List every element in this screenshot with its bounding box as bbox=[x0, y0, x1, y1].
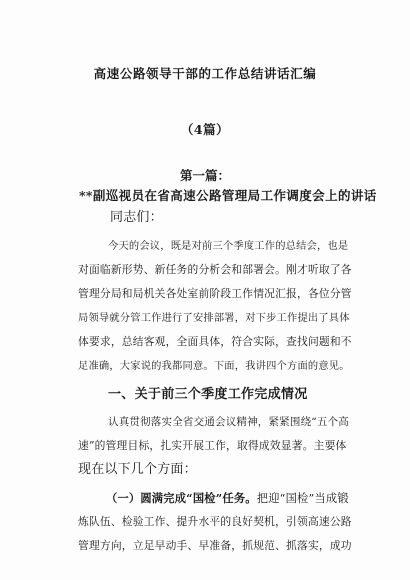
heading-1: 一、关于前三个季度工作完成情况 bbox=[108, 387, 308, 402]
paragraph-line: 今天的会议，既是对前三个季度工作的总结会，也是 bbox=[108, 240, 349, 252]
document-count: （4篇） bbox=[180, 122, 230, 137]
subheading-bold: （一）圆满完成“国检”任务。 bbox=[106, 491, 257, 505]
subheading-line bbox=[106, 490, 349, 507]
salutation: 同志们： bbox=[110, 210, 163, 225]
paragraph-line: 足准确，大家说的我都同意。下面，我讲四个方面的意见。 bbox=[78, 360, 350, 372]
paragraph-line: 管理分局和局机关各处室前阶段工作情况汇报，各位分管 bbox=[78, 287, 352, 300]
speech-title: **副巡视员在省高速公路管理局工作调度会上的讲话 bbox=[79, 188, 377, 203]
paragraph-line: 局领导就分管工作进行了安排部署，对下步工作提出了具体 bbox=[78, 312, 350, 324]
paragraph-line: 对面临新形势、新任务的分析会和部署会。刚才听取了各 bbox=[78, 263, 352, 276]
section-title: 第一篇： bbox=[179, 168, 230, 183]
paragraph-line: 现在以下几个方面： bbox=[78, 462, 197, 477]
paragraph-line: 认真贯彻落实全省交通会议精神，紧紧围绕“五个高 bbox=[108, 416, 349, 428]
paragraph-line: 速”的管理目标，扎实开展工作，取得成效显著。主要体 bbox=[78, 439, 347, 452]
subheading-rest: 把迎“国检”当成锻 bbox=[256, 492, 349, 505]
paragraph-line: 管理方向，立足早动手、早准备，抓规范、抓落实，成功 bbox=[78, 539, 352, 552]
paragraph-line: 体要求，总结客观，全面具体，符合实际，查找问题和不 bbox=[78, 335, 352, 348]
paragraph-line: 炼队伍、检验工作、提升水平的良好契机，引领高速公路 bbox=[78, 515, 352, 528]
document-title: 高速公路领导干部的工作总结讲话汇编 bbox=[93, 66, 317, 81]
